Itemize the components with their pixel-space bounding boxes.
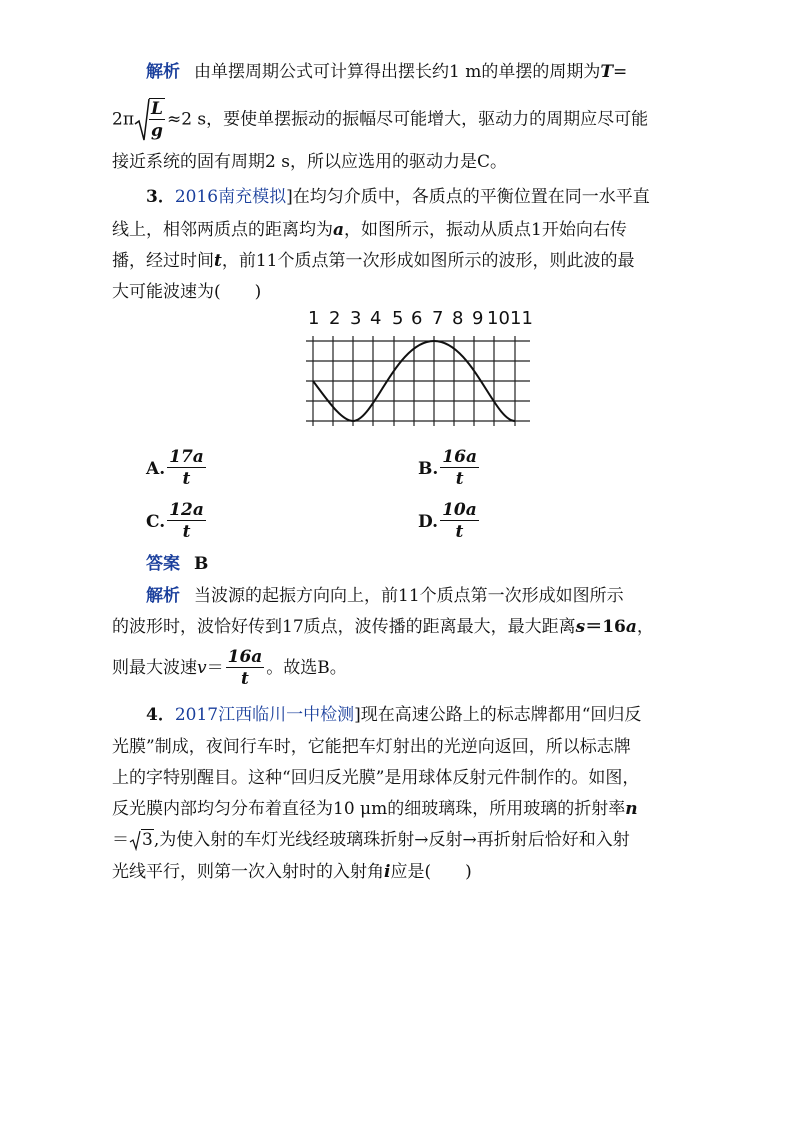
analysis-text: ，: [636, 617, 654, 637]
question-text: 应是( ): [390, 862, 472, 882]
analysis3-line3: [112, 647, 347, 690]
analysis1-line2: [112, 98, 648, 142]
question4-line3: [112, 767, 639, 789]
sqrt3-expression: [129, 829, 154, 851]
analysis-text: 。故选B。: [266, 658, 347, 678]
sqrt-numerator: L: [151, 99, 163, 119]
question-text: 线上，相邻两质点的距离均为: [112, 220, 333, 240]
question-text: 光膜”制成，夜间行车时，它能把车灯射出的光逆向返回，所以标志牌: [112, 737, 631, 757]
particle-label: 1: [308, 308, 320, 329]
sqrt-denominator: g: [151, 121, 163, 141]
option-denominator: t: [455, 522, 464, 542]
particle-label: 11: [510, 308, 533, 329]
analysis3-line2: [112, 616, 654, 638]
particle-label: 9: [472, 308, 484, 329]
option-label: D.: [418, 511, 439, 532]
answer-line: [146, 553, 208, 575]
analysis-text: 接近系统的固有周期2 s，所以应选用的驱动力是C。: [112, 152, 507, 172]
question4-line1: [146, 704, 641, 726]
option-denominator: t: [182, 469, 191, 489]
analysis-text: ＝16: [585, 617, 626, 637]
sqrt-radicand: 3: [142, 830, 153, 850]
question-source: 2017江西临川一中检测: [174, 705, 355, 725]
refractive-index-var: n: [625, 799, 638, 819]
question-source: 2016南充模拟: [174, 187, 287, 207]
particle-label: 2: [329, 308, 341, 329]
question-text: ，前11个质点第一次形成如图所示的波形，则此波的最: [221, 251, 635, 271]
question-text: ]现在高速公路上的标志牌都用“回归反: [354, 705, 642, 725]
question-text: 反光膜内部均匀分布着直径为10 μm的细玻璃珠，所用玻璃的折射率: [112, 799, 626, 819]
question-text: 光线平行，则第一次入射时的入射角: [112, 862, 384, 882]
option-c[interactable]: [146, 500, 208, 543]
equals-sign: =: [613, 62, 628, 82]
distance-var: a: [625, 617, 637, 637]
question3-line4: [112, 281, 261, 303]
time-var: t: [214, 251, 222, 271]
option-numerator: 17a: [169, 447, 204, 467]
wave-figure: [296, 308, 540, 442]
option-denominator: t: [182, 522, 191, 542]
radical-icon: [129, 829, 141, 851]
analysis-tag: 解析: [146, 62, 180, 82]
analysis-text: 则最大波速: [112, 658, 197, 678]
question4-line6: [112, 861, 472, 883]
radical-icon: [134, 98, 150, 142]
answer-tag: 答案: [146, 554, 180, 574]
question-text: ,为使入射的车灯光线经玻璃珠折射→反射→再折射后恰好和入射: [153, 830, 630, 850]
two-pi: 2π: [112, 109, 134, 130]
question-text: ＝: [112, 830, 129, 850]
question3-line3: [112, 250, 635, 272]
question-number: 4．: [146, 705, 175, 725]
particle-label: 5: [392, 308, 404, 329]
question-text: ，如图所示，振动从质点1开始向右传: [344, 220, 627, 240]
question-text: 上的字特别醒目。这种“回归反光膜”是用球体反射元件制作的。如图，: [112, 768, 640, 788]
distance-var: a: [333, 220, 345, 240]
question3-line1: [146, 186, 650, 208]
fraction-denominator: t: [241, 669, 249, 689]
particle-label: 8: [452, 308, 464, 329]
particle-label: 7: [432, 308, 444, 329]
period-var: T: [600, 62, 613, 82]
option-label: C.: [146, 511, 166, 532]
option-label: A.: [146, 458, 166, 479]
option-a[interactable]: [146, 447, 208, 490]
analysis-text: ≈2 s，要使单摆振动的振幅尽可能增大，驱动力的周期应尽可能: [166, 109, 649, 130]
particle-label: 6: [411, 308, 423, 329]
analysis1-line3: [112, 151, 507, 173]
question-text: 播，经过时间: [112, 251, 214, 271]
particle-labels: [296, 308, 540, 334]
option-numerator: 10a: [442, 500, 477, 520]
question-text: ]在均匀介质中，各质点的平衡位置在同一水平直: [286, 187, 650, 207]
analysis-text: 当波源的起振方向向上，前11个质点第一次形成如图所示: [194, 586, 624, 606]
analysis3-line1: [146, 585, 624, 607]
option-d[interactable]: [418, 500, 481, 543]
question-number: 3．: [146, 187, 175, 207]
distance-var: s: [575, 617, 586, 637]
velocity-fraction: [226, 647, 265, 690]
question4-line2: [112, 736, 631, 758]
particle-label: 3: [350, 308, 362, 329]
analysis-text: 由单摆周期公式可计算得出摆长约1 m的单摆的周期为: [194, 62, 601, 82]
analysis-tag: 解析: [146, 586, 180, 606]
fraction-numerator: 16a: [227, 647, 263, 667]
option-numerator: 16a: [442, 447, 477, 467]
option-denominator: t: [455, 469, 464, 489]
answer-value: B: [194, 554, 209, 574]
question-text: 大可能波速为( ): [112, 282, 262, 302]
velocity-var: v: [197, 658, 207, 678]
option-b[interactable]: [418, 447, 481, 490]
question3-line2: [112, 219, 627, 241]
analysis-text: 的波形时，波恰好传到17质点，波传播的距离最大，最大距离: [112, 617, 576, 637]
particle-label: 10: [487, 308, 510, 329]
incidence-angle-var: i: [384, 862, 391, 882]
analysis1-line1: [146, 61, 627, 83]
option-label: B.: [418, 458, 439, 479]
question4-line4: [112, 798, 638, 820]
equals-sign: ＝: [206, 658, 224, 678]
sqrt-expression: [134, 98, 167, 142]
option-numerator: 12a: [169, 500, 204, 520]
particle-label: 4: [370, 308, 382, 329]
question4-line5: [112, 829, 630, 851]
